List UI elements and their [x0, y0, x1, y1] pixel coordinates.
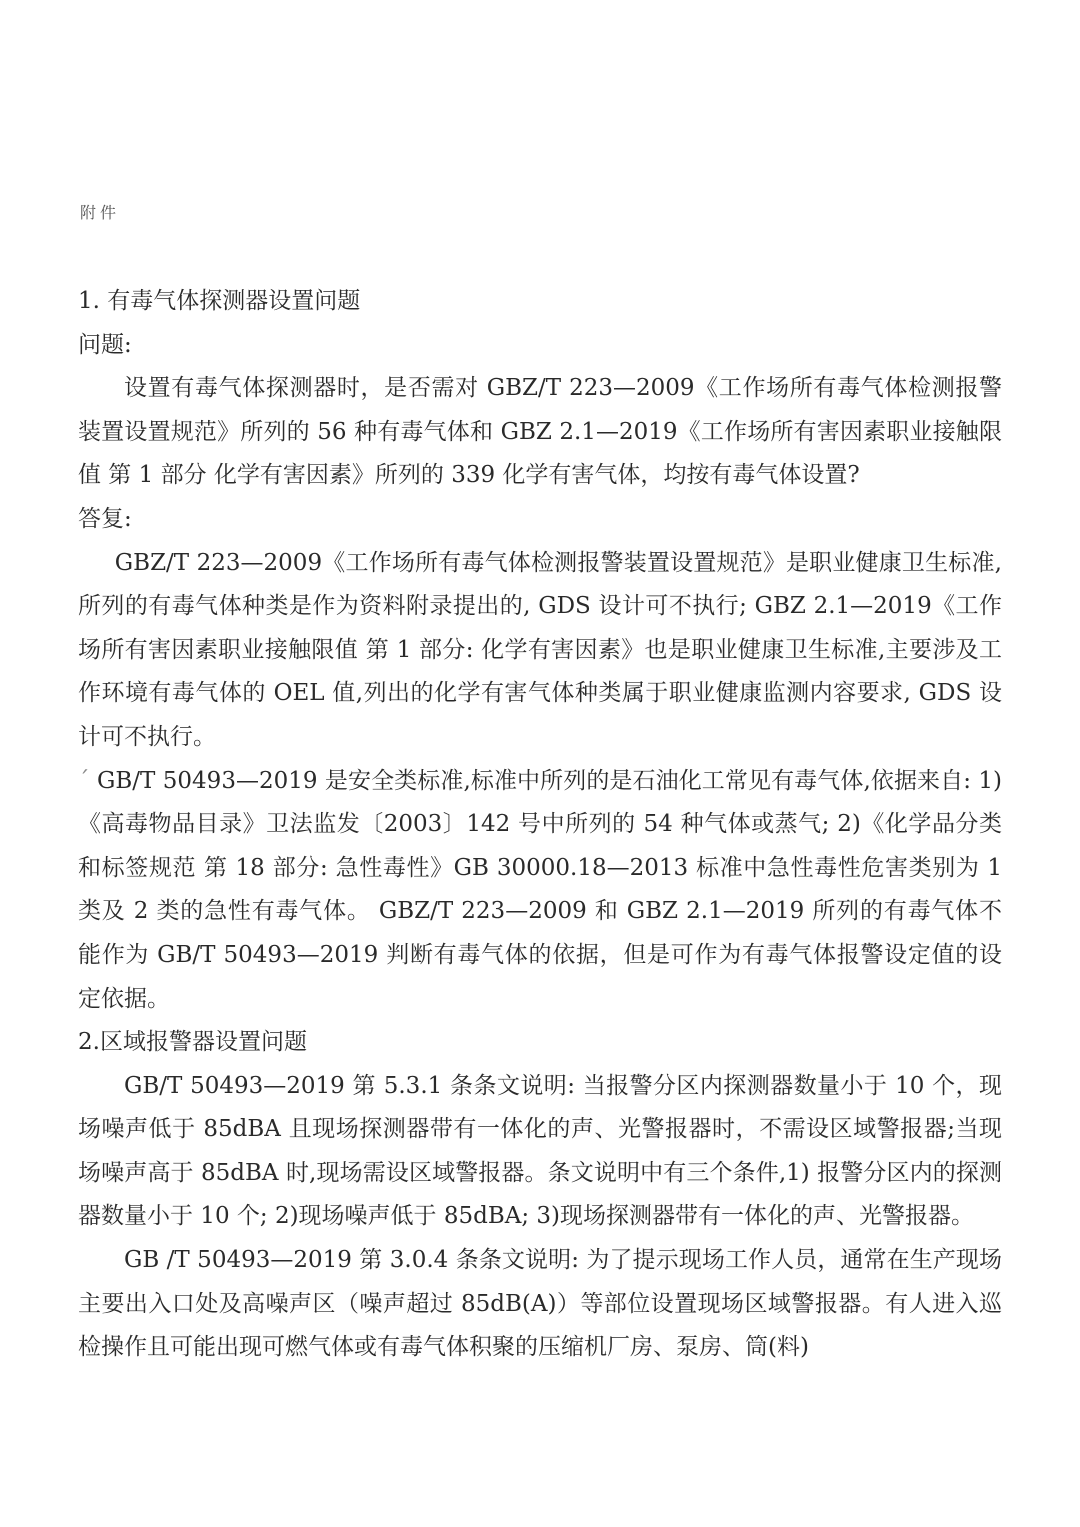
question-text: 设置有毒气体探测器时，是否需对 GBZ/T 223—2009《工作场所有毒气体检测报警装置设置规范》所列的 56 种有毒气体和 GBZ 2.1—2019《工作场所有害因素职业接触限值 第 1 部分 化学有害因素》所列的 339 化学有害气体，均按有毒气体设置?	[78, 375, 1002, 489]
answer-paragraph-1: GBZ/T 223—2009《工作场所有毒气体检测报警装置设置规范》是职业健康卫生标准,所列的有毒气体种类是作为资料附录提出的, GDS 设计可不执行; GBZ 2.1—2019《工作场所有害因素职业接触限值 第 1 部分: 化学有害因素》也是职业健康卫生标准,主要涉及工作环境有毒气体的 OEL 值,列出的化学有害气体种类属于职业健康监测内容要求, GDS 设计可不执行。	[78, 549, 1002, 750]
section1-heading: 1. 有毒气体探测器设置问题	[78, 288, 361, 314]
section2-paragraph-1: GB/T 50493—2019 第 5.3.1 条条文说明: 当报警分区内探测器数量小于 10 个，现场噪声低于 85dBA 且现场探测器带有一体化的声、光警报器时，不需设区域警报器;当现场噪声高于 85dBA 时,现场需设区域警报器。条文说明中有三个条件,1) 报警分区内的探测器数量小于 10 个; 2)现场噪声低于 85dBA; 3)现场探测器带有一体化的声、光警报器。	[78, 1072, 1002, 1230]
document-body	[78, 280, 1002, 1370]
answer-paragraph-2	[78, 760, 1002, 1022]
answer-paragraph-2-text: GB/T 50493—2019 是安全类标准,标准中所列的是石油化工常见有毒气体,依据来自: 1)《高毒物品目录》卫法监发〔2003〕142 号中所列的 54 种气体或蒸气; 2)《化学品分类和标签规范 第 18 部分: 急性毒性》GB 30000.18—2013 标准中急性毒性危害类别为 1 类及 2 类的急性有毒气体。 GBZ/T 223—2009 和 GBZ 2.1—2019 所列的有毒气体不能作为 GB/T 50493—2019 判断有毒气体的依据，但是可作为有毒气体报警设定值的设定依据。	[78, 767, 1003, 1012]
section2-heading: 2.区域报警器设置问题	[78, 1029, 307, 1056]
section2-paragraph-2: GB /T 50493—2019 第 3.0.4 条条文说明: 为了提示现场工作人员，通常在生产现场主要出入口处及高噪声区（噪声超过 85dB(A)）等部位设置现场区域警报器。有人进入巡检操作且可能出现可燃气体或有毒气体积聚的压缩机厂房、泵房、筒(料)	[78, 1247, 1002, 1361]
answer-label: 答复:	[78, 505, 132, 532]
attachment-label: 附件	[80, 203, 121, 222]
question-label: 问题:	[78, 331, 132, 358]
scan-mark: ˊ	[78, 767, 90, 794]
